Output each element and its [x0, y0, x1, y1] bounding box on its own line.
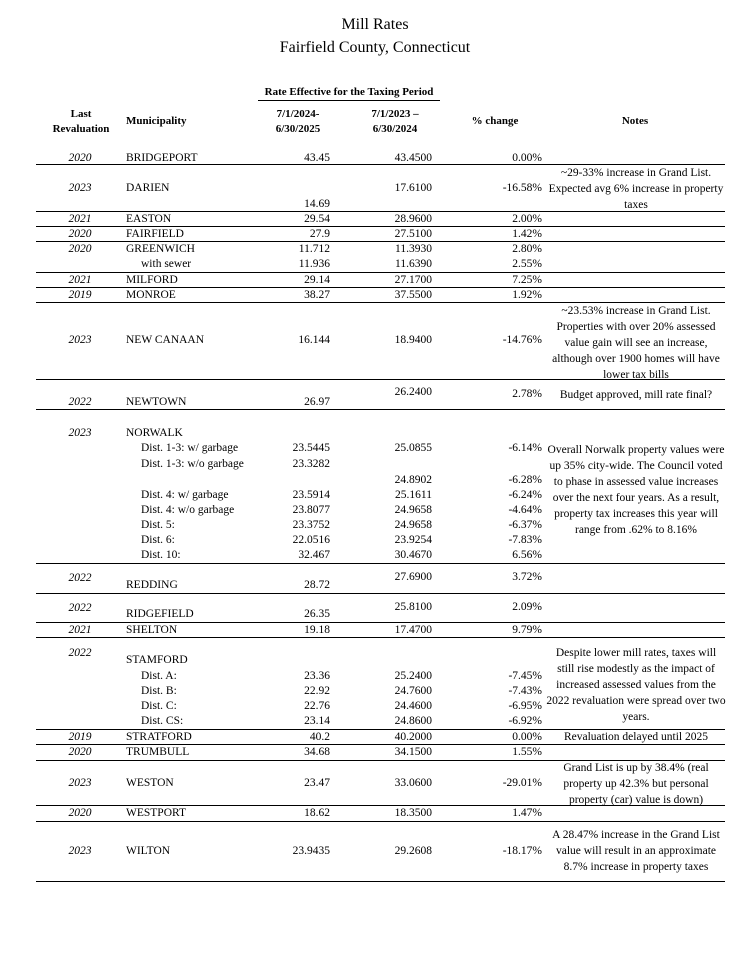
row-fairfield-pct-change: 1.42%	[512, 228, 542, 240]
row-new-canaan-pct-change: -14.76%	[502, 334, 542, 346]
group-header-rule	[258, 100, 440, 101]
norwalk-district-rate-2024: 23.8077	[292, 504, 330, 516]
row-wilton-rate-2023: 29.2608	[394, 845, 432, 857]
norwalk-district-rate-2023: 25.0855	[394, 442, 432, 454]
row-trumbull-rate-2024: 34.68	[304, 746, 330, 758]
stamford-district-name: Dist. CS:	[141, 715, 184, 727]
row-easton-pct-change: 2.00%	[512, 213, 542, 225]
row-ridgefield-pct-change: 2.09%	[512, 601, 542, 613]
row-redding-name: REDDING	[126, 579, 178, 591]
row-easton-rate-2023: 28.9600	[394, 213, 432, 225]
row-westport-rate-2023: 18.3500	[394, 807, 432, 819]
row-newtown-rate-2023: 26.2400	[394, 386, 432, 398]
row-wilton-note: A 28.47% increase in the Grand List value will result in an approximate 8.7% increase in property taxes	[552, 829, 720, 873]
row-redding-rate-2024: 28.72	[304, 579, 330, 591]
row-redding-pct-change: 3.72%	[512, 571, 542, 583]
row-wilton-pct-change: -18.17%	[502, 845, 542, 857]
stamford-district-rate-2023: 24.8600	[394, 715, 432, 727]
row-weston-name: WESTON	[126, 777, 174, 789]
row-stamford-note: Despite lower mill rates, taxes will still rise modestly as the impact of increased assessed values from the 2022 revaluation were spread over two years.	[546, 647, 726, 723]
norwalk-district-name: Dist. 4: w/o garbage	[141, 504, 235, 516]
header-last-revaluation: Last Revaluation	[52, 108, 110, 135]
stamford-district-rate-2024: 22.76	[304, 700, 330, 712]
row-greenwich-year: 2020	[68, 243, 92, 255]
stamford-district-rate-2024: 22.92	[304, 685, 330, 697]
row-monroe-rate-2023: 37.5500	[394, 289, 432, 301]
header-notes: Notes	[621, 115, 649, 127]
row-easton-rate-2024: 29.54	[304, 213, 330, 225]
row-westport-year: 2020	[68, 807, 92, 819]
rule-after-norwalk	[36, 563, 725, 564]
row-trumbull-rate-2023: 34.1500	[394, 746, 432, 758]
row-newtown-pct-change: 2.78%	[512, 388, 542, 400]
stamford-district-rate-2023: 25.2400	[394, 670, 432, 682]
norwalk-district-rate-2023: 24.8902	[394, 474, 432, 486]
row-new-canaan-name: NEW CANAAN	[126, 334, 205, 346]
row-fairfield-name: FAIRFIELD	[126, 228, 184, 240]
stamford-district-pct-change: -7.43%	[508, 685, 542, 697]
row-redding-year: 2022	[68, 572, 92, 584]
row-new-canaan-year: 2023	[68, 334, 92, 346]
row-trumbull-pct-change: 1.55%	[512, 746, 542, 758]
norwalk-district-rate-2024: 22.0516	[292, 534, 330, 546]
stamford-district-name: Dist. C:	[141, 700, 177, 712]
row-greenwich-sewer-rate-2023: 11.6390	[395, 258, 432, 270]
row-weston-year: 2023	[68, 777, 92, 789]
row-new-canaan-rate-2023: 18.9400	[394, 334, 432, 346]
row-greenwich-rate-2024: 11.712	[298, 243, 330, 255]
row-shelton-pct-change: 9.79%	[512, 624, 542, 636]
stamford-district-pct-change: -6.92%	[508, 715, 542, 727]
row-ridgefield-rate-2023: 25.8100	[394, 601, 432, 613]
row-new-canaan-rate-2024: 16.144	[298, 334, 330, 346]
norwalk-district-rate-2024: 32.467	[298, 549, 330, 561]
stamford-district-name: Dist. A:	[141, 670, 177, 682]
row-stamford-year: 2022	[68, 647, 92, 659]
row-fairfield-rate-2024: 27.9	[309, 228, 330, 240]
norwalk-district-rate-2023: 24.9658	[394, 504, 432, 516]
row-fairfield-year: 2020	[68, 228, 92, 240]
row-monroe-year: 2019	[68, 289, 92, 301]
row-stratford-note: Revaluation delayed until 2025	[563, 731, 709, 743]
row-shelton-name: SHELTON	[126, 624, 178, 636]
row-stratford-year: 2019	[68, 731, 92, 743]
stamford-district-rate-2024: 23.36	[304, 670, 330, 682]
rule-after-redding	[36, 593, 725, 594]
row-monroe-pct-change: 1.92%	[512, 289, 542, 301]
row-weston-pct-change: -29.01%	[502, 777, 542, 789]
norwalk-district-rate-2023: 24.9658	[394, 519, 432, 531]
row-darien-name: DARIEN	[126, 182, 170, 194]
row-norwalk-name: NORWALK	[126, 427, 183, 439]
row-monroe-rate-2024: 38.27	[304, 289, 330, 301]
norwalk-district-rate-2024: 23.3752	[292, 519, 330, 531]
row-westport-rate-2024: 18.62	[304, 807, 330, 819]
row-darien-pct-change: -16.58%	[502, 182, 542, 194]
row-weston-note: Grand List is up by 38.4% (real property up 42.3% but personal property (car) value is down)	[563, 762, 709, 806]
page-subtitle: Fairfield County, Connecticut	[279, 39, 471, 56]
page-title: Mill Rates	[341, 16, 409, 33]
row-shelton-rate-2023: 17.4700	[394, 624, 432, 636]
row-bridgeport-rate-2024: 43.45	[304, 152, 330, 164]
stamford-district-rate-2023: 24.4600	[394, 700, 432, 712]
row-greenwich-sewer-name: with sewer	[141, 258, 192, 270]
row-milford-year: 2021	[68, 274, 92, 286]
row-norwalk-year: 2023	[68, 427, 92, 439]
row-darien-year: 2023	[68, 182, 92, 194]
rule-table-end	[36, 881, 725, 882]
norwalk-district-name: Dist. 1-3: w/o garbage	[141, 458, 244, 470]
row-ridgefield-rate-2024: 26.35	[304, 608, 330, 620]
row-bridgeport-name: BRIDGEPORT	[126, 152, 198, 164]
norwalk-district-rate-2023: 23.9254	[394, 534, 432, 546]
row-newtown-note: Budget approved, mill rate final?	[559, 389, 713, 401]
norwalk-district-name: Dist. 6:	[141, 534, 175, 546]
row-stratford-name: STRATFORD	[126, 731, 192, 743]
row-greenwich-name: GREENWICH	[126, 243, 195, 255]
header-period-2023: 7/1/2023 – 6/30/2024	[371, 108, 419, 135]
row-westport-pct-change: 1.47%	[512, 807, 542, 819]
row-milford-rate-2024: 29.14	[304, 274, 330, 286]
header-municipality: Municipality	[126, 115, 187, 127]
stamford-district-rate-2023: 24.7600	[394, 685, 432, 697]
row-monroe-name: MONROE	[126, 289, 176, 301]
row-milford-pct-change: 7.25%	[512, 274, 542, 286]
norwalk-district-name: Dist. 1-3: w/ garbage	[141, 442, 239, 454]
row-stamford-name: STAMFORD	[126, 654, 188, 666]
norwalk-district-rate-2024: 23.5445	[292, 442, 330, 454]
norwalk-district-pct-change: 6.56%	[512, 549, 542, 561]
row-wilton-year: 2023	[68, 845, 92, 857]
header-pct-change: % change	[471, 115, 519, 127]
stamford-district-name: Dist. B:	[141, 685, 177, 697]
norwalk-district-rate-2023: 25.1611	[395, 489, 432, 501]
rule-after-westport	[36, 821, 725, 822]
row-stratford-pct-change: 0.00%	[512, 731, 542, 743]
row-greenwich-sewer-pct-change: 2.55%	[512, 258, 542, 270]
norwalk-district-pct-change: -6.37%	[508, 519, 542, 531]
norwalk-district-pct-change: -6.24%	[508, 489, 542, 501]
stamford-district-pct-change: -6.95%	[508, 700, 542, 712]
stamford-district-pct-change: -7.45%	[508, 670, 542, 682]
norwalk-district-pct-change: -4.64%	[508, 504, 542, 516]
norwalk-district-name: Dist. 5:	[141, 519, 175, 531]
row-greenwich-sewer-rate-2024: 11.936	[298, 258, 330, 270]
row-bridgeport-year: 2020	[68, 152, 92, 164]
header-period-2024: 7/1/2024- 6/30/2025	[275, 108, 321, 135]
row-trumbull-name: TRUMBULL	[126, 746, 190, 758]
row-greenwich-pct-change: 2.80%	[512, 243, 542, 255]
row-shelton-year: 2021	[68, 624, 92, 636]
row-wilton-rate-2024: 23.9435	[292, 845, 330, 857]
norwalk-district-pct-change: -6.28%	[508, 474, 542, 486]
row-ridgefield-name: RIDGEFIELD	[126, 608, 194, 620]
stamford-district-rate-2024: 23.14	[304, 715, 330, 727]
row-trumbull-year: 2020	[68, 746, 92, 758]
row-milford-rate-2023: 27.1700	[394, 274, 432, 286]
row-weston-rate-2023: 33.0600	[394, 777, 432, 789]
row-newtown-year: 2022	[68, 396, 92, 408]
norwalk-district-name: Dist. 4: w/ garbage	[141, 489, 229, 501]
row-ridgefield-year: 2022	[68, 602, 92, 614]
norwalk-district-rate-2024: 23.3282	[292, 458, 330, 470]
row-bridgeport-pct-change: 0.00%	[512, 152, 542, 164]
row-darien-note: ~29-33% increase in Grand List. Expected avg 6% increase in property taxes	[548, 167, 724, 211]
norwalk-district-pct-change: -7.83%	[508, 534, 542, 546]
row-milford-name: MILFORD	[126, 274, 178, 286]
row-darien-rate-2023: 17.6100	[394, 182, 432, 194]
row-greenwich-rate-2023: 11.3930	[395, 243, 432, 255]
row-easton-year: 2021	[68, 213, 92, 225]
norwalk-district-rate-2023: 30.4670	[394, 549, 432, 561]
row-easton-name: EASTON	[126, 213, 172, 225]
row-stratford-rate-2023: 40.2000	[394, 731, 432, 743]
row-bridgeport-rate-2023: 43.4500	[394, 152, 432, 164]
rate-period-group-header: Rate Effective for the Taxing Period	[264, 86, 434, 98]
row-stratford-rate-2024: 40.2	[309, 731, 330, 743]
norwalk-district-pct-change: -6.14%	[508, 442, 542, 454]
row-shelton-rate-2024: 19.18	[304, 624, 330, 636]
row-westport-name: WESTPORT	[126, 807, 187, 819]
row-wilton-name: WILTON	[126, 845, 171, 857]
row-norwalk-note: Overall Norwalk property values were up 35% city-wide. The Council voted to phase in assessed value increases over the next four years. As a result, property tax increases this year will range from .62% to 8.16%	[547, 444, 725, 536]
row-fairfield-rate-2023: 27.5100	[394, 228, 432, 240]
row-weston-rate-2024: 23.47	[304, 777, 330, 789]
row-newtown-rate-2024: 26.97	[304, 396, 330, 408]
norwalk-district-name: Dist. 10:	[141, 549, 181, 561]
norwalk-district-rate-2024: 23.5914	[292, 489, 330, 501]
row-darien-rate-2024: 14.69	[304, 198, 330, 210]
row-new-canaan-note: ~23.53% increase in Grand List. Properties with over 20% assessed value gain will see an increase, although over 1900 homes will have lower tax bills	[552, 305, 720, 381]
row-newtown-name: NEWTOWN	[126, 396, 187, 408]
row-redding-rate-2023: 27.6900	[394, 571, 432, 583]
